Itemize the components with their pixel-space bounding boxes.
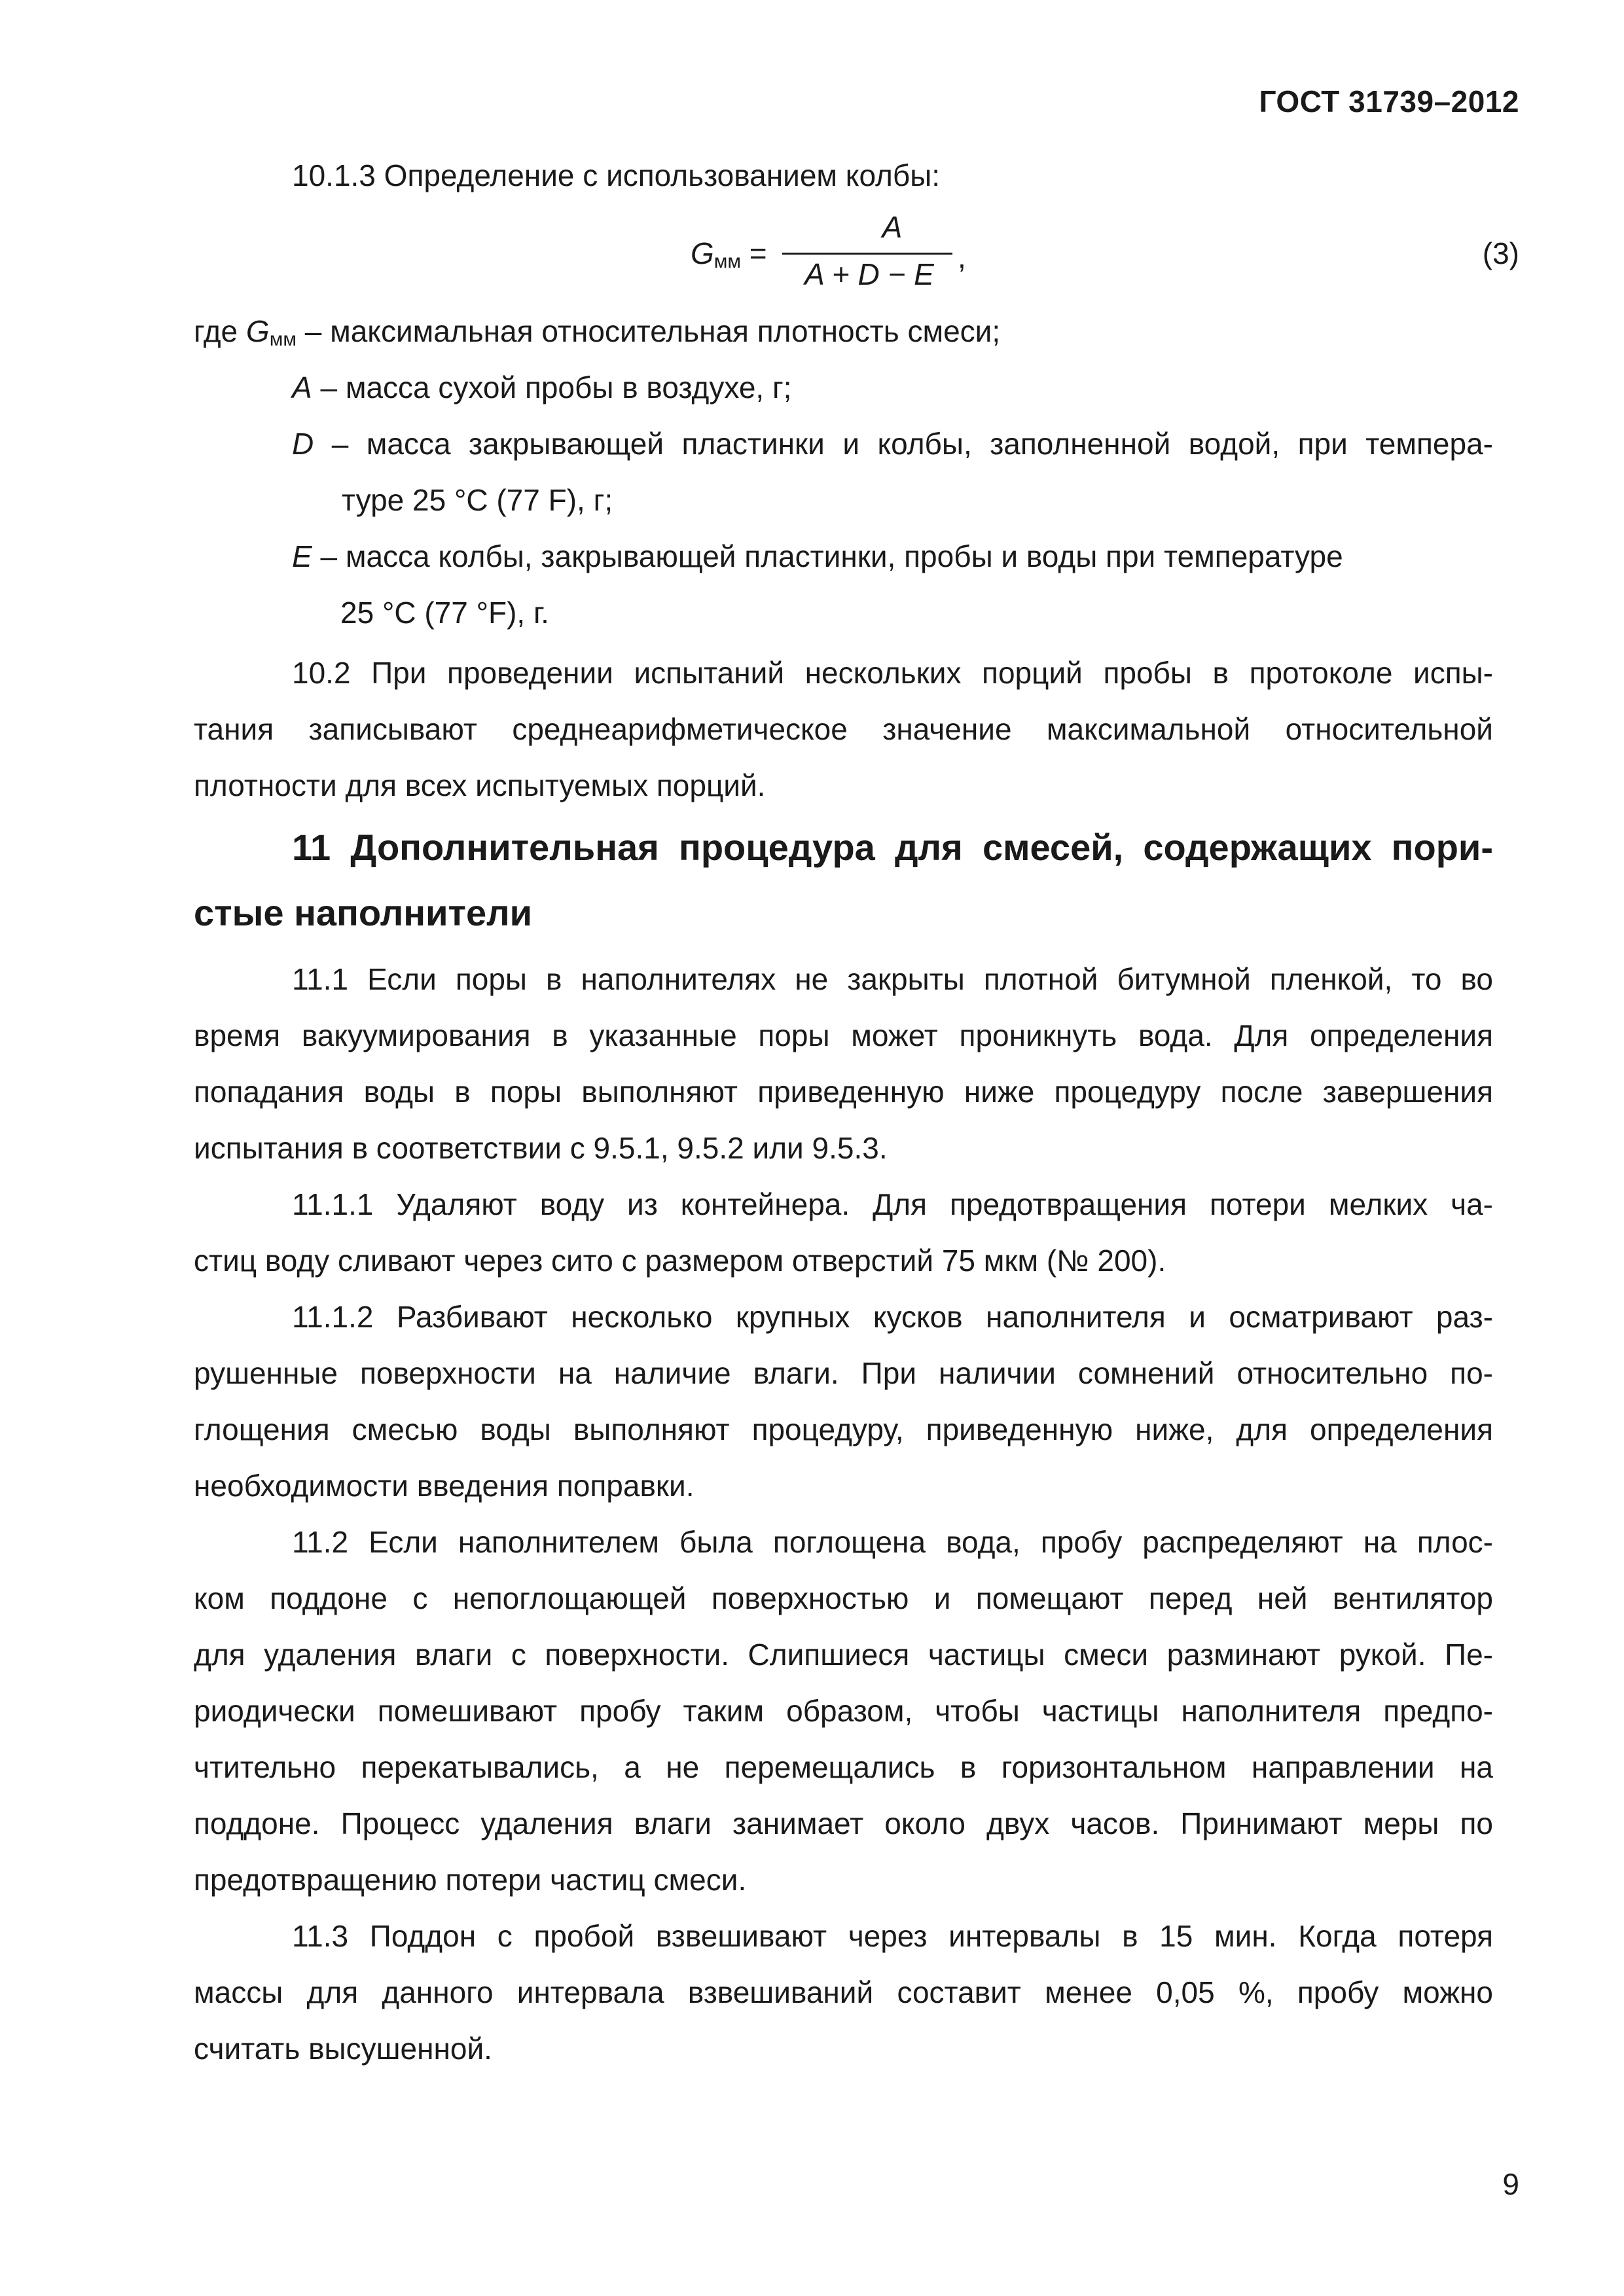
paragraph-line: для удаления влаги с поверхности. Слипшиеся частицы смеси разминают рукой. Пе-: [194, 1638, 1493, 1672]
paragraph-line: попадания воды в поры выполняют приведенную ниже процедуру после завершения: [194, 1075, 1493, 1109]
paragraph-line: ком поддоне с непоглощающей поверхностью и помещают перед ней вентилятор: [194, 1581, 1493, 1615]
paragraph-line: рушенные поверхности на наличие влаги. При наличии сомнений относительно по-: [194, 1356, 1493, 1390]
paragraph-line: 11.3 Поддон с пробой взвешивают через интервалы в 15 мин. Когда потеря: [292, 1919, 1493, 1953]
legend-line-g: [194, 313, 1493, 358]
legend-symbol: A: [292, 370, 312, 404]
paragraph-line: 11.1 Если поры в наполнителях не закрыты плотной битумной пленкой, то во: [292, 962, 1493, 996]
paragraph-line: массы для данного интервала взвешиваний составит менее 0,05 %, пробу можно: [194, 1975, 1493, 2009]
paragraph-line: тания записывают среднеарифметическое значение максимальной относительной: [194, 712, 1493, 746]
paragraph-line: предотвращению потери частиц смеси.: [194, 1863, 747, 1897]
formula-comma: ,: [958, 240, 966, 274]
legend-text: – масса колбы, закрывающей пластинки, пробы и воды при температуре: [312, 539, 1343, 573]
legend-symbol: E: [292, 539, 312, 573]
legend-text: – масса сухой пробы в воздухе, г;: [312, 370, 792, 404]
paragraph-line: необходимости введения поправки.: [194, 1469, 695, 1503]
legend-prefix: где: [194, 314, 246, 348]
paragraph-line: 10.2 При проведении испытаний нескольких порций пробы в протоколе испы-: [292, 656, 1493, 690]
legend-symbol: D: [292, 427, 314, 461]
paragraph-line: риодически помешивают пробу таким образом, чтобы частицы наполнителя предпо-: [194, 1694, 1493, 1728]
paragraph-line: плотности для всех испытуемых порций.: [194, 768, 766, 802]
legend-line-a: [292, 369, 1493, 406]
section-heading-continuation: стые наполнители: [194, 892, 533, 933]
paragraph-line: 11.1.2 Разбивают несколько крупных кусков наполнителя и осматривают раз-: [292, 1300, 1493, 1334]
formula-subscript: мм: [713, 251, 742, 272]
formula-equals: =: [741, 236, 767, 270]
paragraph-line: время вакуумирования в указанные поры может проникнуть вода. Для определения: [194, 1018, 1493, 1052]
paragraph-line: поддоне. Процесс удаления влаги занимает около двух часов. Принимают меры по: [194, 1806, 1493, 1840]
formula-lhs: [691, 236, 767, 273]
legend-text: – масса закрывающей пластинки и колбы, заполненной водой, при темпера-: [314, 427, 1493, 461]
formula-symbol: G: [691, 236, 714, 270]
paragraph-line: 11.1.1 Удаляют воду из контейнера. Для предотвращения потери мелких ча-: [292, 1187, 1493, 1221]
paragraph-line: 10.1.3 Определение с использованием колбы:: [292, 158, 941, 192]
paragraph-line: 11.2 Если наполнителем была поглощена вода, пробу распределяют на плос-: [292, 1525, 1493, 1559]
paragraph-line: чтительно перекатывались, а не перемещались в горизонтальном направлении на: [194, 1750, 1493, 1784]
page-number: 9: [1502, 2167, 1519, 2201]
legend-line-d: [292, 425, 1493, 462]
section-heading: 11 Дополнительная процедура для смесей, содержащих пори-: [292, 827, 1493, 868]
paragraph-line: глощения смесью воды выполняют процедуру, приведенную ниже, для определения: [194, 1412, 1493, 1446]
formula-numerator: A: [882, 210, 903, 244]
legend-line-continuation: туре 25 °С (77 F), г;: [342, 483, 613, 517]
equation-number: (3): [1482, 236, 1519, 270]
fraction-bar: [782, 253, 952, 255]
paragraph-line: стиц воду сливают через сито с размером отверстий 75 мкм (№ 200).: [194, 1244, 1166, 1278]
standard-code: ГОСТ 31739–2012: [1259, 84, 1519, 118]
legend-subscript: мм: [269, 329, 297, 350]
legend-line-continuation: 25 °С (77 °F), г.: [340, 596, 549, 630]
paragraph-line: считать высушенной.: [194, 2032, 492, 2066]
legend-text: – максимальная относительная плотность смеси;: [296, 314, 1001, 348]
formula-denominator: A + D − E: [804, 257, 934, 291]
legend-line-e: [292, 538, 1493, 575]
paragraph-line: испытания в соответствии с 9.5.1, 9.5.2 или 9.5.3.: [194, 1131, 888, 1165]
legend-symbol: G: [245, 314, 270, 348]
